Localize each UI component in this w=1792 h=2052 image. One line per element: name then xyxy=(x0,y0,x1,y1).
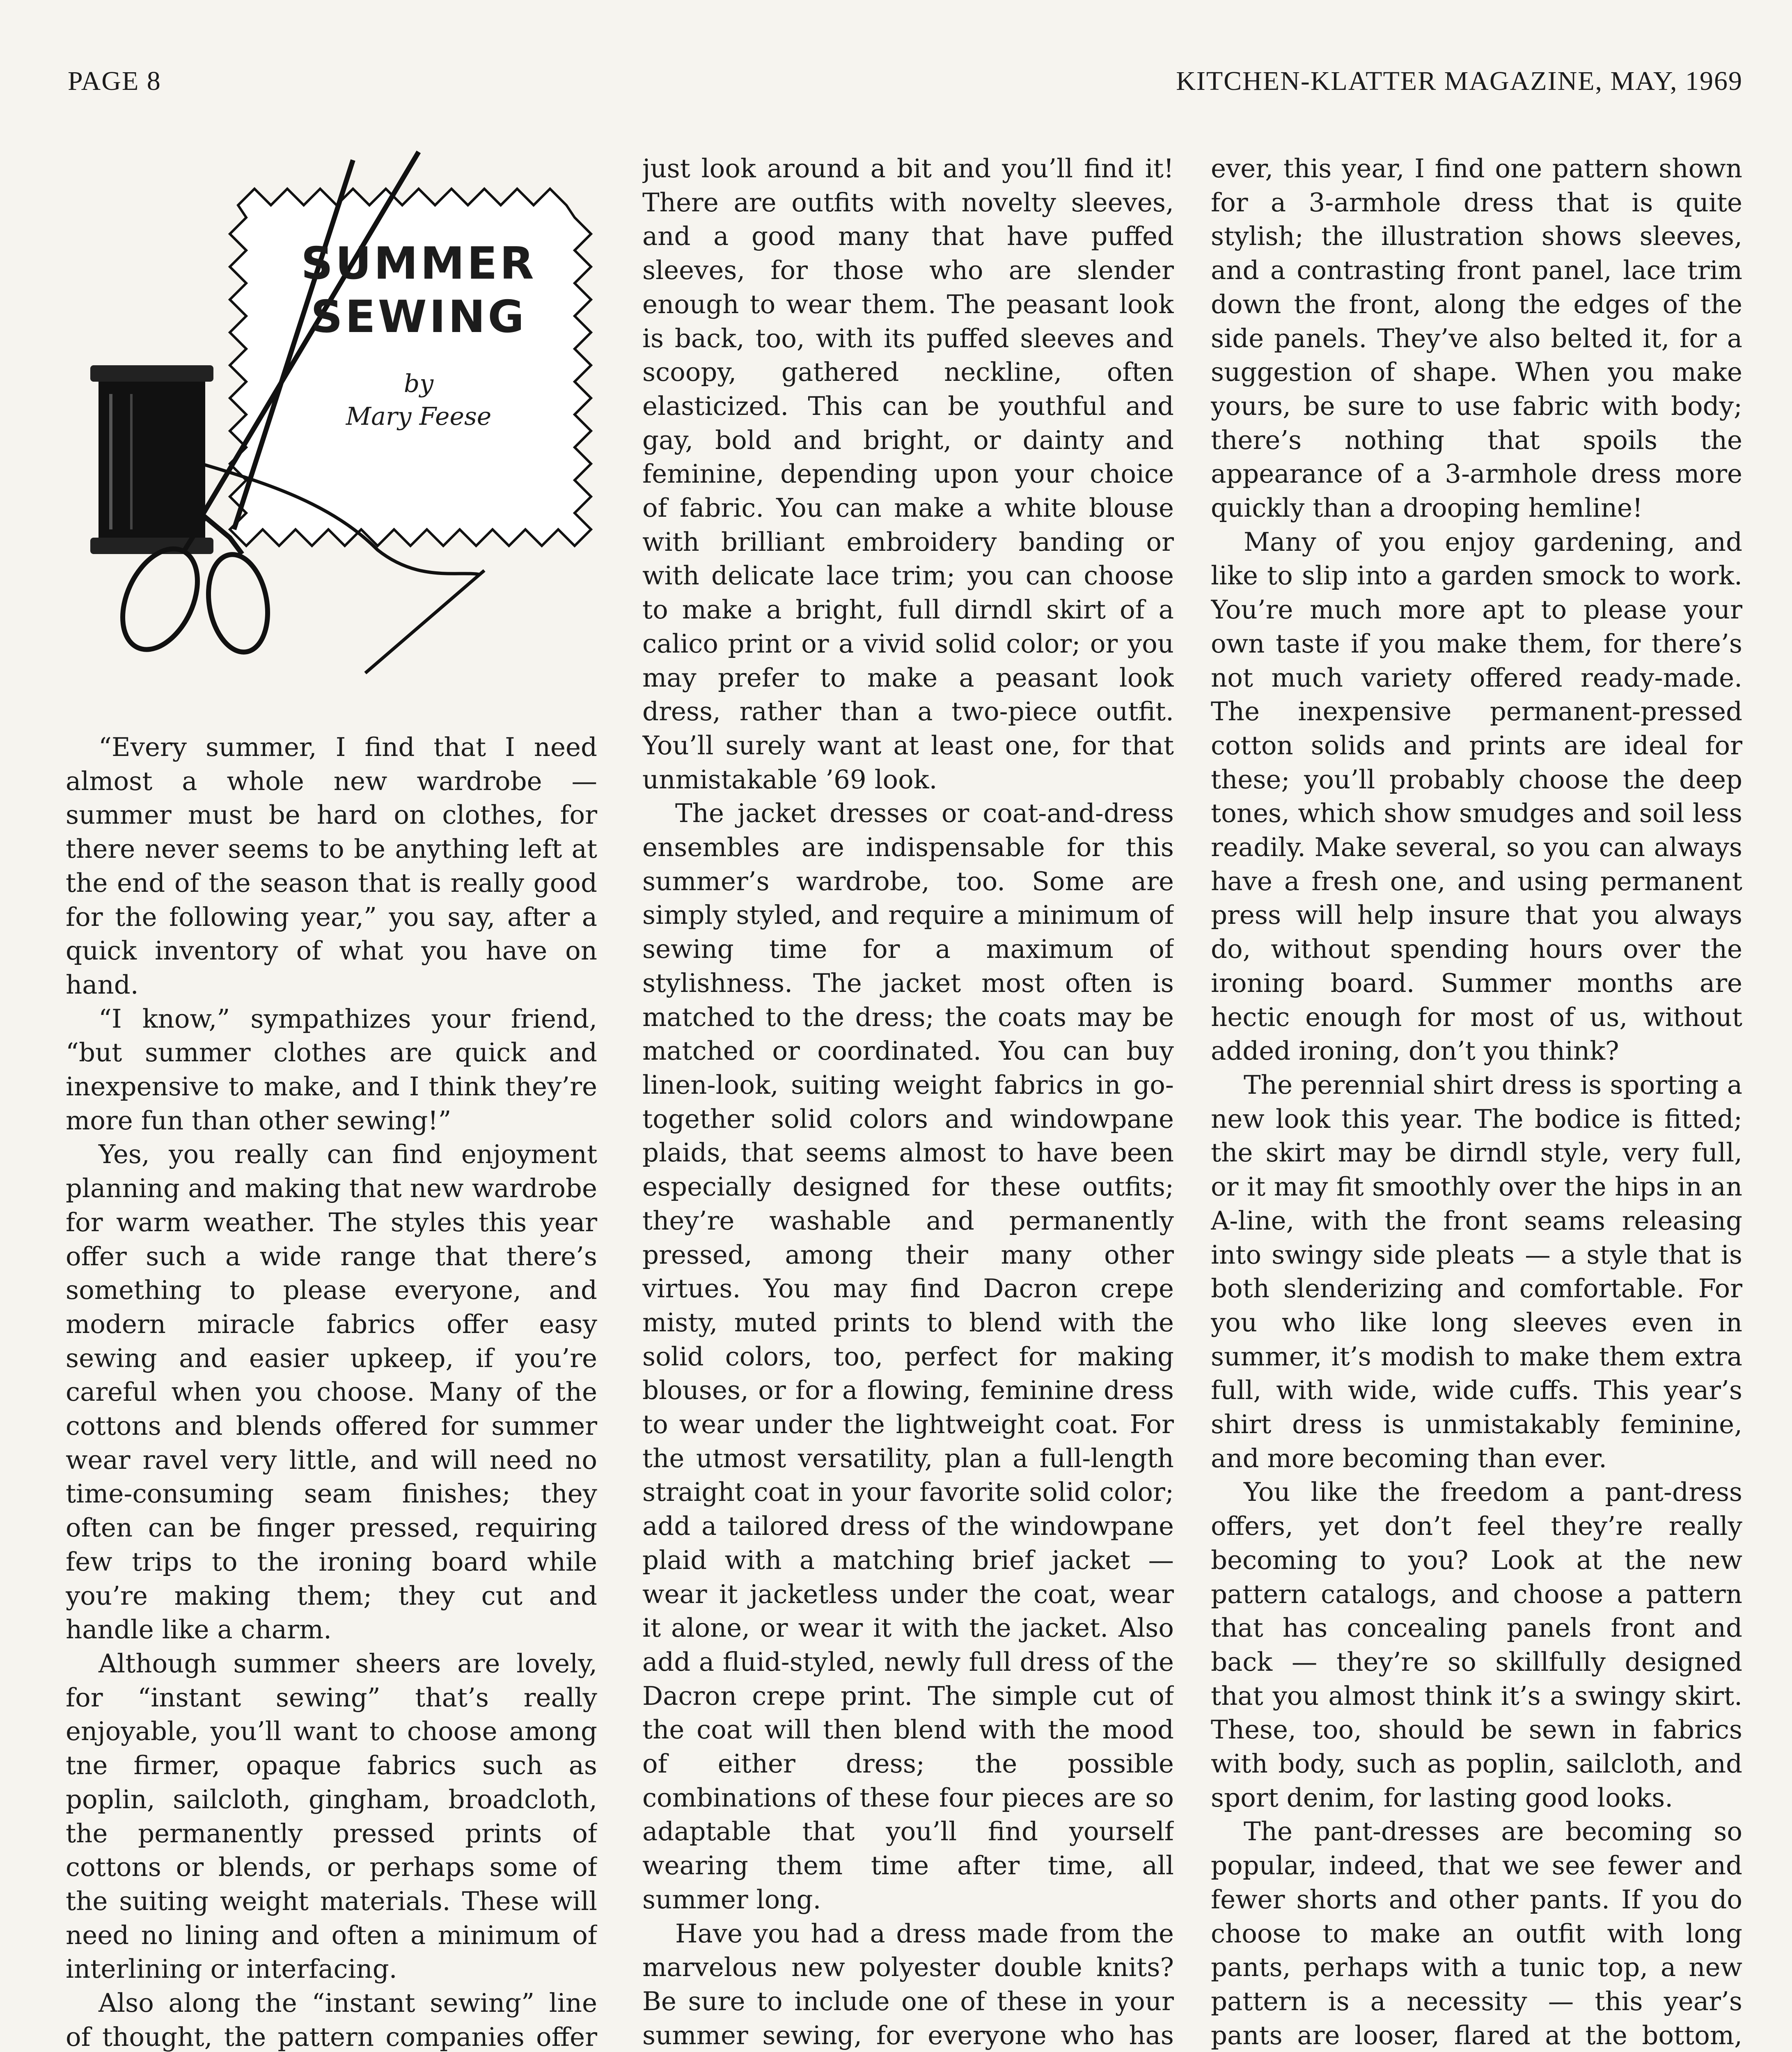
paragraph: The pant-dresses are becoming so popular, indeed, that we see fewer and fewer shorts and other pants. If you do choose to make an outfit with long pants, perhaps with a tunic top, a new pattern is a necessity — this year’s pants are looser, flared at the bottom, xyxy=(1211,1816,1742,2050)
title-line-summer: SUMMER xyxy=(301,238,536,289)
title-line-sewing: SEWING xyxy=(311,291,527,343)
paragraph: ever, this year, I find one pattern shown for a 3-armhole dress that is quite stylish; the illustration shows sleeves, and a contrasting front panel, lace trim down the front, along the edges of the side panels. They’ve also belted it, for a suggestion of shape. When you make yours, be sure to use fabric with body; there’s nothing that spoils the appearance of a 3-armhole dress more quickly than a drooping hemline! xyxy=(1211,153,1742,523)
page-number: PAGE 8 xyxy=(68,66,161,96)
text-column-3 xyxy=(1211,152,1742,2052)
byline-by: by xyxy=(403,369,434,398)
magazine-issue: KITCHEN-KLATTER MAGAZINE, MAY, 1969 xyxy=(1176,66,1743,96)
paragraph: just look around a bit and you’ll find it! There are outfits with novelty sleeves, and a good many that have puffed sleeves, for those who are slender enough to wear them. The peasant look is back, too, with its puffed sleeves and scoopy, gathered neckline, often elasticized. This can be youthful and gay, bold and bright, or dainty and feminine, depending upon your choice of fabric. You can make a white blouse with brilliant embroidery banding or with delicate lace trim; you can choose to make a bright, full dirndl skirt of a calico print or a vivid solid color; or you may prefer to make a peasant look dress, rather than a two-piece outfit. You’ll surely want at least one, for that unmistakable ’69 look. xyxy=(642,153,1174,795)
paragraph: You like the freedom a pant-dress offers, yet don’t feel they’re really becoming to you? Look at the new pattern catalogs, and choose a pattern that has concealing panels front and back — they’re so skillfully designed that you almost think it’s a swingy skirt. These, too, should be sewn in fabrics with body, such as poplin, sailcloth, and sport denim, for lasting good looks. xyxy=(1211,1477,1742,1813)
paragraph: The perennial shirt dress is sporting a new look this year. The bodice is fitted; the skirt may be dirndl style, very full, or it may fit smoothly over the hips in an A-line, with the front seams releasing into swingy side pleats — a style that is both slenderizing and comfortable. For you who like long sleeves even in summer, it’s modish to make them extra full, with wide, wide cuffs. This year’s shirt dress is unmistakably feminine, and more becoming than ever. xyxy=(1211,1070,1742,1473)
paragraph: Also along the “instant sewing” line of thought, the pattern companies offer xyxy=(66,1988,597,2052)
paragraph: Although summer sheers are lovely, for “instant sewing” that’s really enjoyable, you’ll want to choose among tne firmer, opaque fabrics such as poplin, sailcloth, gingham, broadcloth, the permanently pressed prints of cottons or blends, or perhaps some of the suiting weight materials. These will need no lining and often a minimum of interlining or interfacing. xyxy=(66,1648,597,1984)
page-header xyxy=(68,66,1743,111)
paragraph: “I know,” sympathizes your friend, “but summer clothes are quick and inexpensive to make, and I think they’re more fun than other sewing!” xyxy=(66,1003,597,1136)
text-column-1 xyxy=(66,731,597,2052)
paragraph: “Every summer, I find that I need almost a whole new wardrobe — summer must be hard on clothes, for there never seems to be anything left at the end of the season that is really good for the following year,” you say, after a quick inventory of what you have on hand. xyxy=(66,732,597,1000)
text-column-2 xyxy=(642,152,1174,2052)
paragraph: Yes, you really can find enjoyment planning and making that new wardrobe for warm weather. The styles this year offer such a wide range that there’s something to please everyone, and modern miracle fabrics offer easy sewing and easier upkeep, if you’re careful when you choose. Many of the cottons and blends offered for summer wear ravel very little, and will need no time-consuming seam finishes; they often can be finger pressed, requiring few trips to the ironing board while you’re making them; they cut and handle like a charm. xyxy=(66,1139,597,1645)
paragraph: Many of you enjoy gardening, and like to slip into a garden smock to work. You’re much more apt to please your own taste if you make them, for there’s not much variety offered ready-made. The inexpensive permanent-pressed cotton solids and prints are ideal for these; you’ll probably choose the deep tones, which show smudges and soil less readily. Make several, so you can always have a fresh one, and using permanent press will help insure that you always do, without spending hours over the ironing board. Summer months are hectic enough for most of us, without added ironing, don’t you think? xyxy=(1211,527,1742,1066)
paragraph: Have you had a dress made from the marvelous new polyester double knits? Be sure to include one of these in your summer sewing, for everyone who has xyxy=(642,1918,1174,2050)
thread-spool-icon xyxy=(90,365,213,554)
byline-author: Mary Feese xyxy=(346,402,492,431)
article-title-block xyxy=(263,189,599,501)
paragraph: The jacket dresses or coat-and-dress ensembles are indispensable for this summer’s wardrobe, too. Some are simply styled, and require a minimum of sewing time for a maximum of stylishness. The jacket most often is matched to the dress; the coats may be matched or coordinated. You can buy linen-look, suiting weight fabrics in go-together solid colors and windowpane plaids, that seems almost to have been especially designed for these outfits; they’re washable and permanently pressed, among their many other virtues. You may find Dacron crepe misty, muted prints to blend with the solid colors, too, perfect for making blouses, or for a flowing, feminine dress to wear under the lightweight coat. For the utmost versatility, plan a full-length straight coat in your favorite solid color; add a tailored dress of the windowpane plaid with a matching brief jacket — wear it jacketless under the coat, wear it alone, or wear it with the jacket. Also add a fluid-styled, newly full dress of the Dacron crepe print. The simple cut of the coat will then blend with the mood of either dress; the possible combinations of these four pieces are so adaptable that you’ll find yourself wearing them time after time, all summer long. xyxy=(642,798,1174,1915)
